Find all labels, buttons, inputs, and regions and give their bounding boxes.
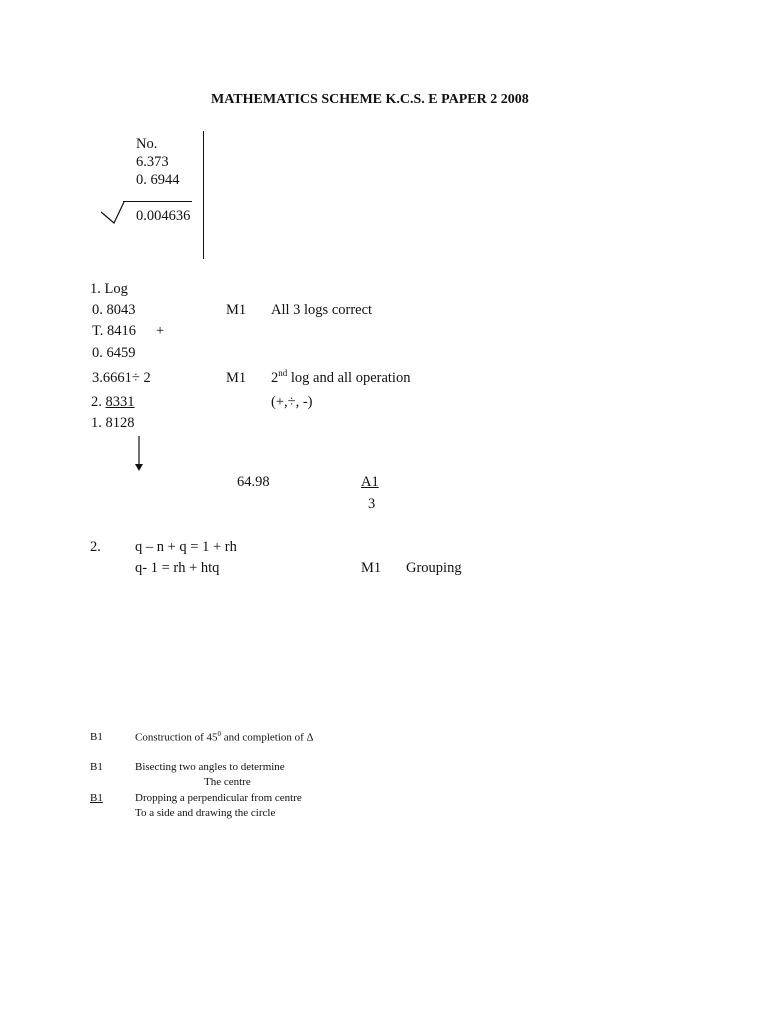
operations-note: (+,÷, -): [271, 394, 313, 410]
table-divider: [203, 131, 204, 259]
mark-m1: M1: [361, 560, 382, 576]
mark-note: The centre: [204, 776, 251, 788]
mark-note: Dropping a perpendicular from centre: [135, 792, 302, 804]
down-arrow-icon: [133, 436, 145, 472]
log-value: 0. 8043: [92, 302, 136, 318]
mark-a1: A1: [361, 474, 379, 490]
mark-note: To a side and drawing the circle: [135, 807, 276, 819]
q1-label: 1. Log: [90, 281, 128, 297]
log-sum-divide: 3.6661÷ 2: [92, 370, 151, 386]
mark-m1: M1: [226, 370, 247, 386]
mark-note: Bisecting two angles to determine: [135, 761, 285, 773]
table-row: 0. 6944: [136, 172, 180, 188]
root-value: 0.004636: [136, 208, 191, 224]
table-header: No.: [136, 136, 158, 152]
square-root-sign: [100, 199, 126, 227]
mark-m1: M1: [226, 302, 247, 318]
mark-b1: B1: [90, 792, 103, 804]
root-vinculum: [123, 201, 192, 202]
mark-note: Grouping: [406, 560, 462, 576]
log-value: T. 8416: [92, 323, 137, 339]
equation-line: q- 1 = rh + htq: [135, 560, 220, 576]
equation-line: q – n + q = 1 + rh: [135, 539, 237, 555]
mark-note: 2nd log and all operation: [271, 368, 411, 386]
q2-label: 2.: [90, 539, 101, 555]
answer-value: 64.98: [237, 474, 270, 490]
quotient-log: 2. 8331: [91, 394, 135, 410]
mark-b1: B1: [90, 761, 103, 773]
page-title: MATHEMATICS SCHEME K.C.S. E PAPER 2 2008: [211, 92, 529, 107]
mark-b1: B1: [90, 731, 103, 743]
result-log: 1. 8128: [91, 415, 135, 431]
table-row: 6.373: [136, 154, 169, 170]
marks-total: 3: [368, 496, 376, 512]
mark-note: Construction of $45^0$ and completion of Δ: [135, 730, 314, 744]
log-value: 0. 6459: [92, 345, 136, 361]
mark-note: All 3 logs correct: [271, 302, 373, 318]
plus-sign: +: [156, 323, 165, 339]
